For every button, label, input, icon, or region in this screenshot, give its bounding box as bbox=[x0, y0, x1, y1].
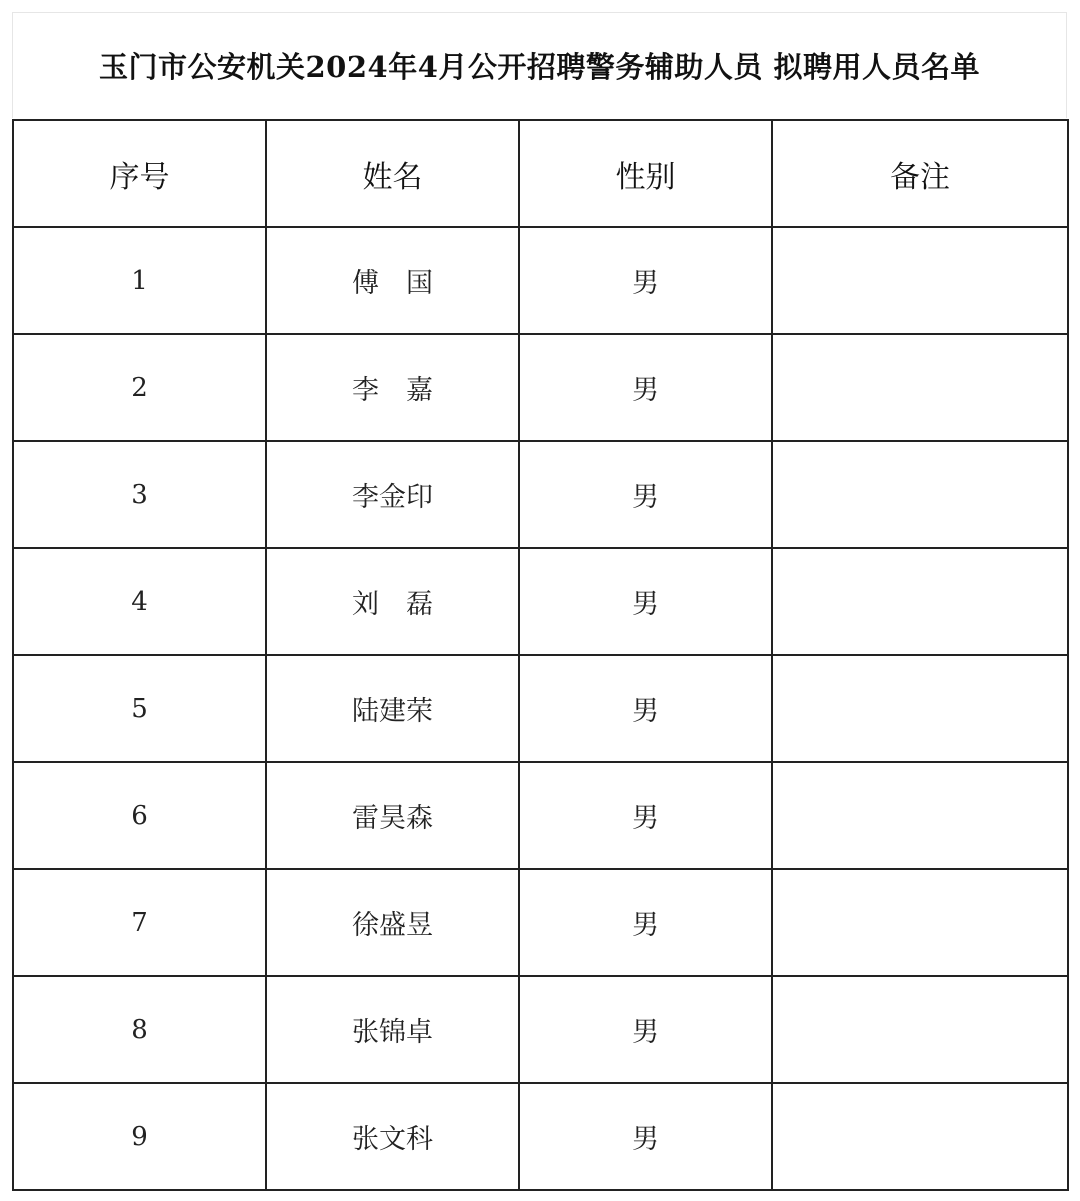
document-title: 玉门市公安机关2024年4月公开招聘警务辅助人员 拟聘用人员名单 bbox=[99, 50, 980, 84]
table-row bbox=[13, 227, 1068, 334]
cell-note bbox=[772, 548, 1068, 655]
roster-table bbox=[12, 119, 1069, 1191]
cell-gender: 男 bbox=[519, 441, 772, 548]
document bbox=[12, 12, 1067, 1190]
cell-note bbox=[772, 1083, 1068, 1190]
title-box bbox=[12, 12, 1067, 118]
cell-gender: 男 bbox=[519, 976, 772, 1083]
table-row bbox=[13, 334, 1068, 441]
cell-note bbox=[772, 869, 1068, 976]
cell-note bbox=[772, 441, 1068, 548]
table-row bbox=[13, 976, 1068, 1083]
cell-note bbox=[772, 762, 1068, 869]
cell-note bbox=[772, 655, 1068, 762]
table-row bbox=[13, 1083, 1068, 1190]
cell-seq: 9 bbox=[13, 1083, 266, 1190]
cell-seq: 1 bbox=[13, 227, 266, 334]
cell-seq: 5 bbox=[13, 655, 266, 762]
cell-name: 张文科 bbox=[266, 1083, 519, 1190]
cell-seq: 8 bbox=[13, 976, 266, 1083]
table-row bbox=[13, 548, 1068, 655]
cell-gender: 男 bbox=[519, 655, 772, 762]
table-row bbox=[13, 441, 1068, 548]
cell-name: 陆建荣 bbox=[266, 655, 519, 762]
cell-gender: 男 bbox=[519, 869, 772, 976]
cell-note bbox=[772, 334, 1068, 441]
cell-name: 傅 国 bbox=[266, 227, 519, 334]
cell-note bbox=[772, 976, 1068, 1083]
cell-gender: 男 bbox=[519, 227, 772, 334]
cell-gender: 男 bbox=[519, 762, 772, 869]
cell-seq: 3 bbox=[13, 441, 266, 548]
table-row bbox=[13, 655, 1068, 762]
cell-name: 李 嘉 bbox=[266, 334, 519, 441]
table-row bbox=[13, 762, 1068, 869]
cell-name: 刘 磊 bbox=[266, 548, 519, 655]
cell-gender: 男 bbox=[519, 1083, 772, 1190]
cell-note bbox=[772, 227, 1068, 334]
table-header-row bbox=[13, 120, 1068, 227]
cell-name: 雷昊森 bbox=[266, 762, 519, 869]
cell-gender: 男 bbox=[519, 334, 772, 441]
cell-seq: 4 bbox=[13, 548, 266, 655]
header-seq: 序号 bbox=[13, 120, 266, 227]
cell-name: 徐盛昱 bbox=[266, 869, 519, 976]
cell-name: 张锦卓 bbox=[266, 976, 519, 1083]
table-row bbox=[13, 869, 1068, 976]
header-note: 备注 bbox=[772, 120, 1068, 227]
cell-seq: 2 bbox=[13, 334, 266, 441]
cell-gender: 男 bbox=[519, 548, 772, 655]
cell-name: 李金印 bbox=[266, 441, 519, 548]
cell-seq: 7 bbox=[13, 869, 266, 976]
cell-seq: 6 bbox=[13, 762, 266, 869]
header-gender: 性别 bbox=[519, 120, 772, 227]
header-name: 姓名 bbox=[266, 120, 519, 227]
